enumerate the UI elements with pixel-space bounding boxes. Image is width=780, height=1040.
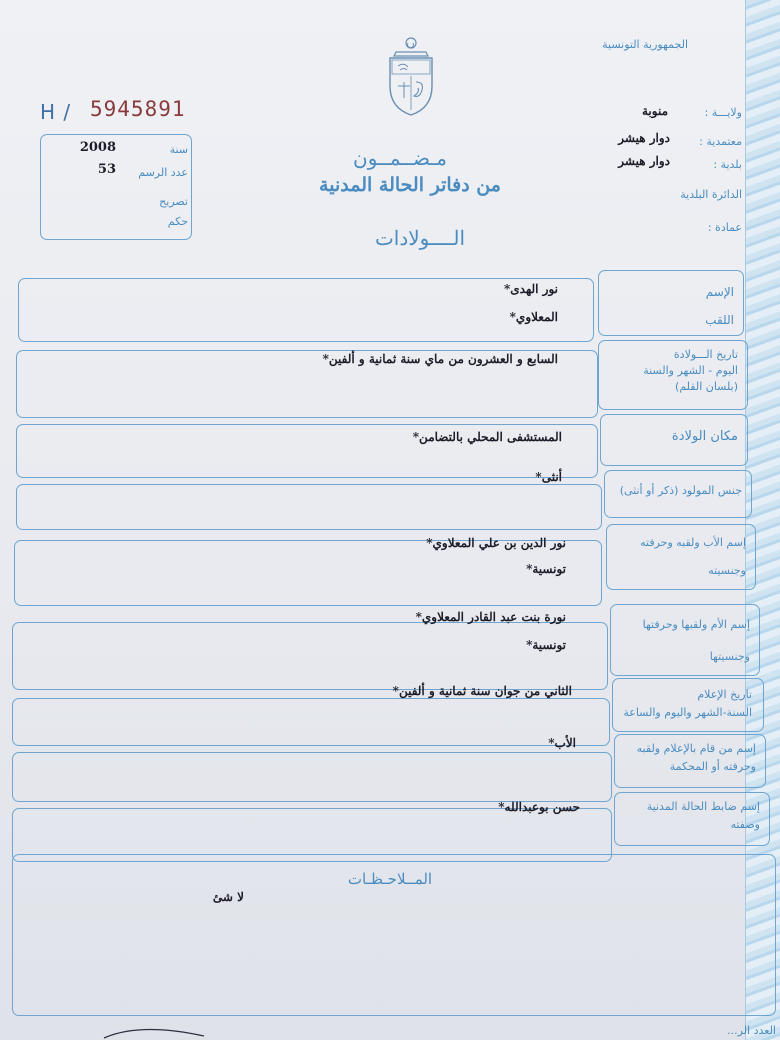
judgment-label: حكم: [167, 215, 188, 228]
serial-prefix: H /: [40, 100, 72, 124]
governorate-label: ولايـــة :: [704, 106, 742, 119]
declaration-date-label: تاريخ الإعلام: [697, 688, 752, 701]
record-number-label: عدد الرسم: [138, 166, 188, 179]
signature-stroke-icon: [100, 1018, 210, 1040]
father-name-value: نور الدين بن علي المعلاوي*: [426, 536, 566, 550]
mother-label-nationality: وجنسيتها: [709, 650, 750, 663]
remarks-value: لا شئ: [212, 890, 244, 904]
first-name-value: نور الهدى*: [504, 282, 558, 296]
declaration-date-value: الثاني من جوان سنة ثمانية و ألفين*: [392, 684, 572, 698]
serial-number: 5945891: [90, 97, 186, 121]
title-civil-registry: من دفاتر الحالة المدنية: [319, 174, 501, 196]
birth-date-label: تاريخ الـــولادة: [673, 348, 738, 361]
father-label-nationality: وجنسيته: [708, 564, 746, 577]
republic-label: الجمهورية التونسية: [602, 38, 688, 51]
delegation-label: معتمدية :: [699, 135, 742, 148]
sex-value-box: [16, 484, 602, 530]
governorate-value: منوبة: [641, 104, 668, 118]
birth-date-value: السابع و العشرون من ماي سنة ثمانية و ألفين*: [322, 352, 558, 366]
municipal-district-label: الدائرة البلدية: [680, 188, 742, 201]
mother-label-box: [610, 604, 760, 676]
father-nationality-value: تونسية*: [526, 562, 566, 576]
title-births: الــــولادات: [374, 226, 466, 250]
year-label: سنة: [169, 143, 188, 156]
omda-label: عمادة :: [707, 221, 742, 234]
coat-of-arms-icon: [384, 36, 438, 118]
footer-partial-label: العدد الر...: [727, 1024, 776, 1037]
father-label: إسم الأب ولقبه وحرفته: [640, 536, 746, 549]
surname-label: اللقب: [705, 313, 734, 327]
mother-name-value: نورة بنت عبد القادر المعلاوي*: [415, 610, 566, 624]
declarant-value: الأب*: [548, 736, 576, 750]
first-name-label: الإسم: [705, 285, 734, 299]
birth-date-note: (بلسان القلم): [675, 380, 738, 393]
officer-label: إسم ضابط الحالة المدنية: [646, 800, 760, 813]
declarant-value-box: [12, 752, 612, 802]
declaration-date-label-box: [612, 678, 764, 732]
year-value: 2008: [79, 140, 116, 155]
birth-date-sublabel: اليوم - الشهر والسنة: [643, 364, 738, 377]
delegation-value: دوار هيشر: [618, 131, 670, 145]
mother-value-box: [12, 622, 608, 690]
father-label-box: [606, 524, 756, 590]
remarks-title: المــلاحـظـات: [347, 870, 433, 888]
officer-value: حسن بوعبدالله*: [498, 800, 580, 814]
mother-nationality-value: تونسية*: [526, 638, 566, 652]
declaration-label: تصريح: [159, 195, 188, 208]
birth-place-value: المستشفى المحلي بالتضامن*: [412, 430, 562, 444]
declaration-date-sublabel: السنة-الشهر واليوم والساعة: [623, 706, 752, 719]
surname-value: المعلاوي*: [509, 310, 558, 324]
record-number-value: 53: [97, 162, 116, 177]
sex-label: جنس المولود (ذكر أو أنثى): [619, 484, 742, 497]
mother-label: إسم الأم ولقبها وحرفتها: [642, 618, 750, 631]
declarant-label: إسم من قام بالإعلام ولقبه: [636, 742, 756, 755]
declarant-label-occupation: وحرفته أو المحكمة: [669, 760, 756, 773]
municipality-value: دوار هيشر: [618, 154, 670, 168]
sex-value: أنثى*: [535, 470, 562, 484]
officer-label-title: وصفته: [730, 818, 760, 831]
title-extract: مـضــمــون: [353, 146, 447, 170]
municipality-label: بلدية :: [713, 158, 742, 171]
birth-place-label: مكان الولادة: [671, 429, 738, 444]
